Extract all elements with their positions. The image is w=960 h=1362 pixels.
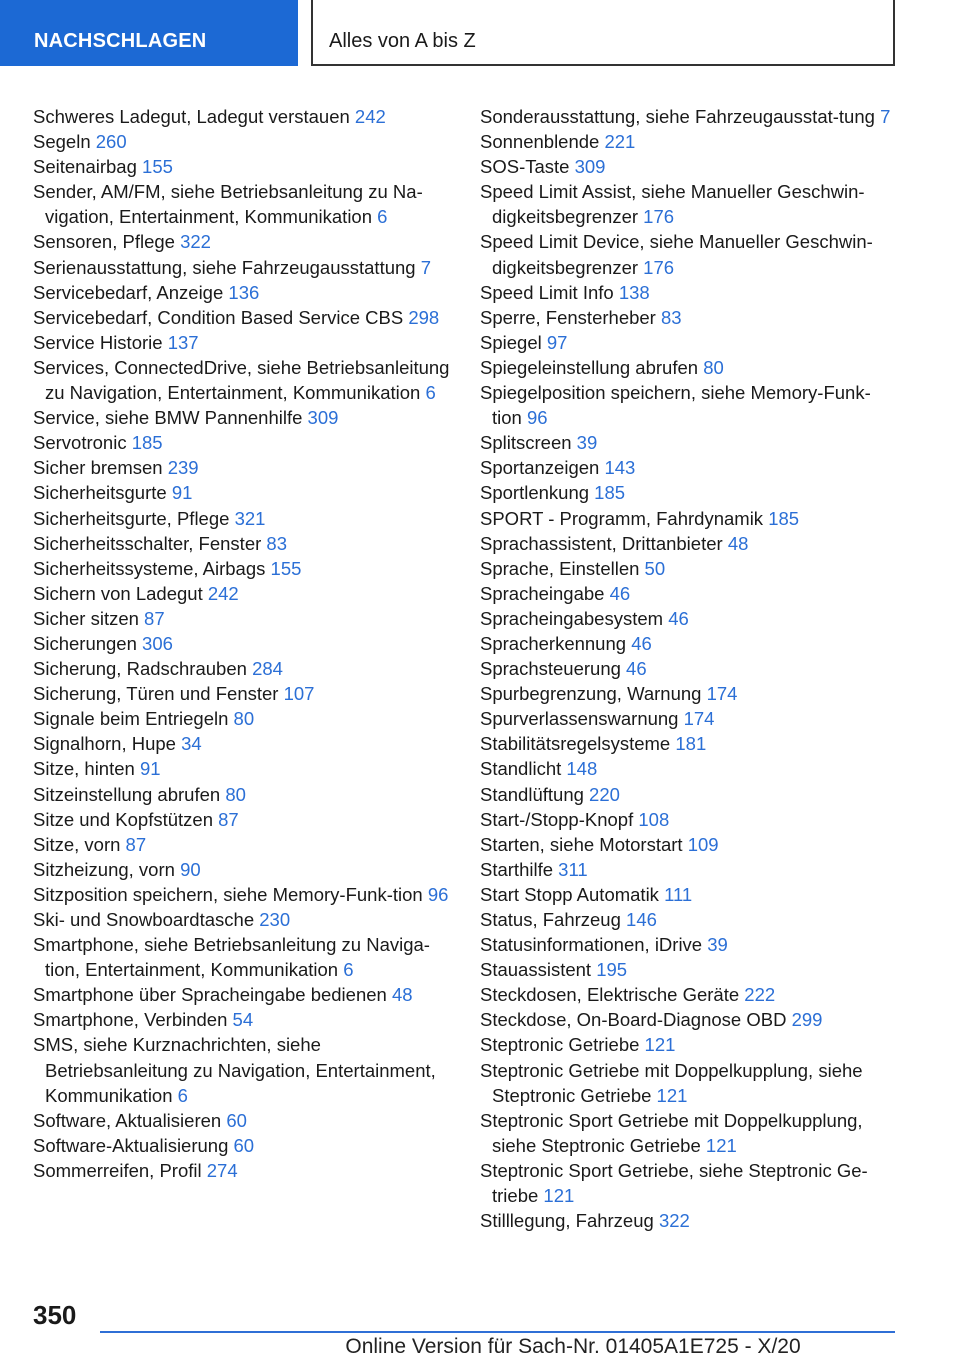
- page-reference-link[interactable]: 155: [270, 557, 302, 579]
- index-entry-text: Sitzposition speichern, siehe Memory-Funk-tion: [33, 883, 423, 905]
- index-entry-text: Spracherkennung: [480, 632, 627, 654]
- index-entry: [33, 1158, 453, 1183]
- index-entry-text: Standlüftung: [480, 783, 584, 805]
- index-entry-text: Sicherheitssysteme, Airbags: [33, 557, 266, 579]
- index-entry-text: Spracheingabe: [480, 582, 605, 604]
- page-reference-link[interactable]: 96: [427, 883, 449, 905]
- index-column-right: [480, 104, 900, 1233]
- index-entry-text: Signalhorn, Hupe: [33, 733, 176, 755]
- index-entry-text: Stauassistent: [480, 959, 592, 981]
- index-entry: [33, 229, 453, 254]
- index-entry: [33, 305, 453, 330]
- index-entry-text: Sicher sitzen: [33, 607, 139, 629]
- index-entry: [33, 531, 453, 556]
- page-reference-link[interactable]: 284: [252, 658, 283, 680]
- index-entry-text: Speed Limit Assist, siehe Manueller Geschwin-digkeitsbegrenzer: [480, 181, 865, 228]
- index-entry-text: Service, siehe BMW Pannenhilfe: [33, 407, 303, 429]
- index-entry: [33, 480, 453, 505]
- page-reference-link[interactable]: 322: [180, 231, 211, 253]
- index-entry: [33, 832, 453, 857]
- index-entry: [480, 506, 900, 531]
- index-entry: [480, 782, 900, 807]
- index-entry: [480, 581, 900, 606]
- page-reference-link[interactable]: 80: [225, 783, 246, 805]
- index-entry-text: Schweres Ladegut, Ladegut verstauen: [33, 106, 350, 127]
- index-entry: [480, 606, 900, 631]
- index-entry: [480, 229, 900, 279]
- index-entry-text: Sonderausstattung, siehe Fahrzeugausstat-tung: [480, 106, 875, 127]
- index-entry: [480, 380, 900, 430]
- index-entry: [33, 355, 453, 405]
- online-version-note: Online Version für Sach-Nr. 01405A1E725 - X/20: [345, 1335, 801, 1358]
- index-entry: [33, 581, 453, 606]
- index-entry: [480, 1032, 900, 1057]
- chapter-title: Alles von A bis Z: [311, 0, 895, 66]
- index-entry: [480, 104, 900, 129]
- page-reference-link[interactable]: 306: [142, 632, 173, 654]
- index-entry-text: Sitze und Kopfstützen: [33, 808, 213, 830]
- page-reference-link[interactable]: 83: [266, 532, 287, 554]
- index-entry: [480, 1108, 900, 1158]
- index-entry: [33, 1108, 453, 1133]
- page-reference-link[interactable]: 107: [283, 683, 315, 705]
- index-entry: [480, 531, 900, 556]
- index-entry-text: Sensoren, Pflege: [33, 231, 175, 253]
- index-entry: [33, 932, 453, 982]
- page-reference-link[interactable]: 185: [768, 507, 800, 529]
- index-entry-text: Segeln: [33, 131, 91, 153]
- index-entry: [480, 957, 900, 982]
- page-reference-link[interactable]: 136: [228, 281, 260, 303]
- index-entry: [480, 932, 900, 957]
- page-reference-link[interactable]: 176: [643, 206, 675, 228]
- page-reference-link[interactable]: 121: [656, 1084, 688, 1106]
- index-entry: [33, 882, 453, 907]
- page-reference-link[interactable]: 46: [609, 582, 631, 604]
- index-entry: [480, 179, 900, 229]
- index-entry-text: Sperre, Fensterheber: [480, 306, 656, 328]
- page-reference-link[interactable]: 60: [226, 1109, 247, 1131]
- page-reference-link[interactable]: 54: [232, 1009, 254, 1031]
- page-reference-link[interactable]: 34: [181, 733, 202, 755]
- page-header: [0, 0, 960, 66]
- page-reference-link[interactable]: 138: [618, 281, 650, 303]
- index-entry: [480, 807, 900, 832]
- index-entry-text: Sicherungen: [33, 632, 137, 654]
- index-entry-text: Sitzeinstellung abrufen: [33, 783, 221, 805]
- index-entry-text: Spiegelposition speichern, siehe Memory-Funk-tion: [480, 382, 871, 429]
- index-entry-text: Servicebedarf, Anzeige: [33, 281, 224, 303]
- page-reference-link[interactable]: 242: [354, 106, 386, 127]
- page-reference-link[interactable]: 242: [207, 582, 239, 604]
- index-entry: [480, 656, 900, 681]
- index-entry-text: SOS-Taste: [480, 156, 570, 178]
- index-entry: [33, 1007, 453, 1032]
- index-entry-text: Service Historie: [33, 331, 163, 353]
- index-entry-text: Speed Limit Info: [480, 281, 614, 303]
- page-reference-link[interactable]: 174: [706, 683, 738, 705]
- index-entry: [480, 1007, 900, 1032]
- index-entry: [33, 857, 453, 882]
- index-entry-text: Sicherheitsgurte: [33, 482, 167, 504]
- page-reference-link[interactable]: 195: [596, 959, 628, 981]
- page-reference-link[interactable]: 155: [142, 156, 173, 178]
- index-entry: [33, 807, 453, 832]
- page-reference-link[interactable]: 321: [234, 507, 266, 529]
- page-reference-link[interactable]: 148: [566, 758, 598, 780]
- page-reference-link[interactable]: 121: [543, 1185, 575, 1207]
- index-entry-text: Sitze, hinten: [33, 758, 135, 780]
- index-entry-text: Stabilitätsregelsysteme: [480, 733, 671, 755]
- index-entry-text: Stilllegung, Fahrzeug: [480, 1210, 654, 1232]
- page-reference-link[interactable]: 220: [589, 783, 620, 805]
- index-entry-text: Smartphone, Verbinden: [33, 1009, 228, 1031]
- index-entry: [480, 706, 900, 731]
- page-reference-link[interactable]: 6: [177, 1084, 188, 1106]
- index-entry: [33, 405, 453, 430]
- index-entry-text: Speed Limit Device, siehe Manueller Geschwin-digkeitsbegrenzer: [480, 231, 873, 278]
- index-entry-text: Software-Aktualisierung: [33, 1134, 229, 1156]
- index-entry: [480, 330, 900, 355]
- index-entry: [33, 506, 453, 531]
- index-entry: [33, 1133, 453, 1158]
- page-reference-link[interactable]: 311: [558, 858, 588, 880]
- section-tab: NACHSCHLAGEN: [0, 0, 298, 66]
- index-entry: [33, 982, 453, 1007]
- page-reference-link[interactable]: 39: [707, 934, 728, 956]
- page-reference-link[interactable]: 298: [408, 306, 440, 328]
- index-entry-text: Starten, siehe Motorstart: [480, 833, 683, 855]
- index-entry-text: Start Stopp Automatik: [480, 883, 659, 905]
- index-entry-text: Steptronic Getriebe mit Doppelkupplung, siehe Steptronic Getriebe: [480, 1059, 863, 1106]
- index-entry-text: Seitenairbag: [33, 156, 137, 178]
- index-entry-text: Sprachsteuerung: [480, 658, 621, 680]
- page-reference-link[interactable]: 48: [727, 532, 749, 554]
- index-entry-text: Steptronic Getriebe: [480, 1034, 640, 1056]
- index-entry-text: Sprachassistent, Drittanbieter: [480, 532, 723, 554]
- index-entry-text: Sicherheitsgurte, Pflege: [33, 507, 230, 529]
- page-reference-link[interactable]: 185: [131, 432, 163, 454]
- index-entry-text: Ski- und Snowboardtasche: [33, 909, 255, 930]
- page-reference-link[interactable]: 121: [644, 1034, 676, 1056]
- page-reference-link[interactable]: 80: [233, 708, 255, 730]
- index-entry-text: SPORT - Programm, Fahrdynamik: [480, 507, 764, 529]
- page-reference-link[interactable]: 174: [683, 708, 715, 730]
- index-entry: [480, 832, 900, 857]
- index-entry: [480, 1058, 900, 1108]
- index-entry: [33, 656, 453, 681]
- page-reference-link[interactable]: 143: [604, 457, 636, 479]
- index-entry-text: Sichern von Ladegut: [33, 582, 203, 604]
- page-reference-link[interactable]: 121: [705, 1134, 737, 1156]
- index-entry: [480, 430, 900, 455]
- index-column-left: [33, 104, 453, 1183]
- page-reference-link[interactable]: 309: [574, 156, 606, 178]
- page-reference-link[interactable]: 46: [668, 607, 689, 629]
- index-entry: [33, 907, 453, 932]
- index-entry: [33, 1032, 453, 1107]
- page-reference-link[interactable]: 46: [631, 632, 652, 654]
- index-entry: [33, 330, 453, 355]
- index-entry: [480, 907, 900, 932]
- page-reference-link[interactable]: 83: [660, 306, 682, 328]
- index-entry-text: Spiegel: [480, 331, 542, 353]
- page-reference-link[interactable]: 322: [658, 1210, 690, 1232]
- page-reference-link[interactable]: 46: [626, 658, 647, 680]
- index-entry-text: Splitscreen: [480, 432, 572, 454]
- index-entry: [480, 154, 900, 179]
- index-entry-text: Sicherheitsschalter, Fenster: [33, 532, 262, 554]
- page-reference-link[interactable]: 176: [643, 256, 675, 278]
- index-entry-text: Software, Aktualisieren: [33, 1109, 222, 1131]
- page-reference-link[interactable]: 274: [206, 1159, 238, 1181]
- page-reference-link[interactable]: 137: [167, 331, 199, 353]
- index-entry-text: Sonnenblende: [480, 131, 600, 153]
- page-reference-link[interactable]: 222: [744, 984, 776, 1006]
- index-entry: [33, 756, 453, 781]
- page-reference-link[interactable]: 185: [594, 482, 626, 504]
- index-entry: [480, 129, 900, 154]
- index-entry-text: Spracheingabesystem: [480, 607, 664, 629]
- index-entry: [480, 631, 900, 656]
- index-entry: [480, 1158, 900, 1208]
- index-entry-text: Services, ConnectedDrive, siehe Betriebsanleitung zu Navigation, Entertainment, Kommunikation: [33, 356, 450, 404]
- index-entry-text: Start-/Stopp-Knopf: [480, 808, 634, 830]
- index-entry: [480, 882, 900, 907]
- index-entry-text: Spurbegrenzung, Warnung: [480, 683, 702, 705]
- index-entry-text: Sprache, Einstellen: [480, 557, 640, 579]
- index-entry: [480, 857, 900, 882]
- index-entry: [33, 129, 453, 154]
- page-reference-link[interactable]: 230: [259, 909, 291, 930]
- index-entry-text: Steptronic Sport Getriebe, siehe Steptronic Ge-triebe: [480, 1159, 868, 1207]
- page-reference-link[interactable]: 109: [687, 833, 719, 855]
- page-reference-link[interactable]: 97: [546, 331, 568, 353]
- index-entry-text: Signale beim Entriegeln: [33, 708, 229, 730]
- index-entry: [33, 556, 453, 581]
- index-entry-text: Standlicht: [480, 758, 562, 780]
- index-entry-text: Smartphone über Spracheingabe bedienen: [33, 984, 387, 1006]
- page-reference-link[interactable]: 6: [377, 206, 388, 228]
- index-entry: [480, 455, 900, 480]
- index-entry: [33, 782, 453, 807]
- index-entry: [33, 280, 453, 305]
- index-entry: [480, 355, 900, 380]
- index-entry-text: Spiegeleinstellung abrufen: [480, 356, 699, 378]
- page-reference-link[interactable]: 90: [180, 858, 201, 880]
- index-entry: [33, 104, 453, 129]
- index-entry-text: Serienausstattung, siehe Fahrzeugausstattung: [33, 256, 416, 278]
- page-reference-link[interactable]: 6: [425, 382, 436, 404]
- page-reference-link[interactable]: 80: [703, 356, 724, 378]
- page-reference-link[interactable]: 7: [880, 106, 891, 127]
- index-entry-text: Sommerreifen, Profil: [33, 1159, 202, 1181]
- page-reference-link[interactable]: 87: [144, 607, 165, 629]
- page-reference-link[interactable]: 50: [644, 557, 666, 579]
- page-reference-link[interactable]: 39: [576, 432, 598, 454]
- index-entry: [33, 631, 453, 656]
- page-reference-link[interactable]: 91: [139, 758, 161, 780]
- index-entry: [33, 179, 453, 229]
- index-entry: [33, 154, 453, 179]
- page-reference-link[interactable]: 87: [125, 833, 147, 855]
- index-entry-text: Sicherung, Türen und Fenster: [33, 683, 279, 705]
- page-reference-link[interactable]: 108: [638, 808, 670, 830]
- index-entry: [33, 430, 453, 455]
- page-reference-link[interactable]: 309: [307, 407, 339, 429]
- index-entry-text: Sicher bremsen: [33, 457, 163, 479]
- index-entry: [480, 556, 900, 581]
- page-reference-link[interactable]: 6: [343, 959, 354, 981]
- index-entry: [33, 606, 453, 631]
- page-reference-link[interactable]: 91: [171, 482, 193, 504]
- index-entry-text: Statusinformationen, iDrive: [480, 934, 703, 956]
- page-reference-link[interactable]: 7: [420, 256, 432, 278]
- index-entry: [33, 255, 453, 280]
- page-reference-link[interactable]: 299: [791, 1009, 823, 1031]
- index-entry-text: Sitzheizung, vorn: [33, 858, 175, 880]
- index-entry: [33, 731, 453, 756]
- page-reference-link[interactable]: 87: [218, 808, 239, 830]
- index-entry-text: Sportlenkung: [480, 482, 590, 504]
- page-reference-link[interactable]: 260: [95, 131, 127, 153]
- page-reference-link[interactable]: 146: [626, 909, 657, 930]
- page-reference-link[interactable]: 96: [526, 407, 548, 429]
- index-entry: [480, 756, 900, 781]
- index-entry: [480, 681, 900, 706]
- index-entry: [480, 280, 900, 305]
- index-entry-text: Smartphone, siehe Betriebsanleitung zu Naviga-tion, Entertainment, Kommunikation: [33, 934, 430, 981]
- index-entry: [480, 480, 900, 505]
- index-entry: [480, 982, 900, 1007]
- index-entry: [480, 305, 900, 330]
- index-entry-text: SMS, siehe Kurznachrichten, siehe Betriebsanleitung zu Navigation, Entertainment, Kommunikation: [33, 1034, 436, 1106]
- page-reference-link[interactable]: 111: [664, 883, 693, 905]
- index-entry-text: Sicherung, Radschrauben: [33, 658, 247, 680]
- index-entry: [33, 455, 453, 480]
- index-entry-text: Steckdose, On-Board-Diagnose OBD: [480, 1009, 787, 1031]
- index-entry-text: Steptronic Sport Getriebe mit Doppelkupplung, siehe Steptronic Getriebe: [480, 1109, 863, 1156]
- index-entry-text: Steckdosen, Elektrische Geräte: [480, 984, 740, 1006]
- index-entry-text: Servicebedarf, Condition Based Service CBS: [33, 306, 404, 328]
- page-reference-link[interactable]: 221: [604, 131, 636, 153]
- index-entry-text: Sitze, vorn: [33, 833, 121, 855]
- page-reference-link[interactable]: 48: [391, 984, 413, 1006]
- index-entry: [33, 706, 453, 731]
- index-entry-text: Starthilfe: [480, 858, 554, 880]
- index-entry-text: Spurverlassenswarnung: [480, 708, 679, 730]
- page-reference-link[interactable]: 181: [675, 733, 707, 755]
- page-reference-link[interactable]: 60: [233, 1134, 255, 1156]
- index-entry-text: Status, Fahrzeug: [480, 909, 621, 930]
- index-entry: [480, 731, 900, 756]
- index-entry-text: Sportanzeigen: [480, 457, 600, 479]
- page-reference-link[interactable]: 239: [167, 457, 199, 479]
- index-entry: [480, 1208, 900, 1233]
- index-entry: [33, 681, 453, 706]
- index-entry-text: Sender, AM/FM, siehe Betriebsanleitung zu Na-vigation, Entertainment, Kommunikation: [33, 181, 423, 228]
- page-number: 350: [33, 1300, 77, 1330]
- index-entry-text: Servotronic: [33, 432, 127, 454]
